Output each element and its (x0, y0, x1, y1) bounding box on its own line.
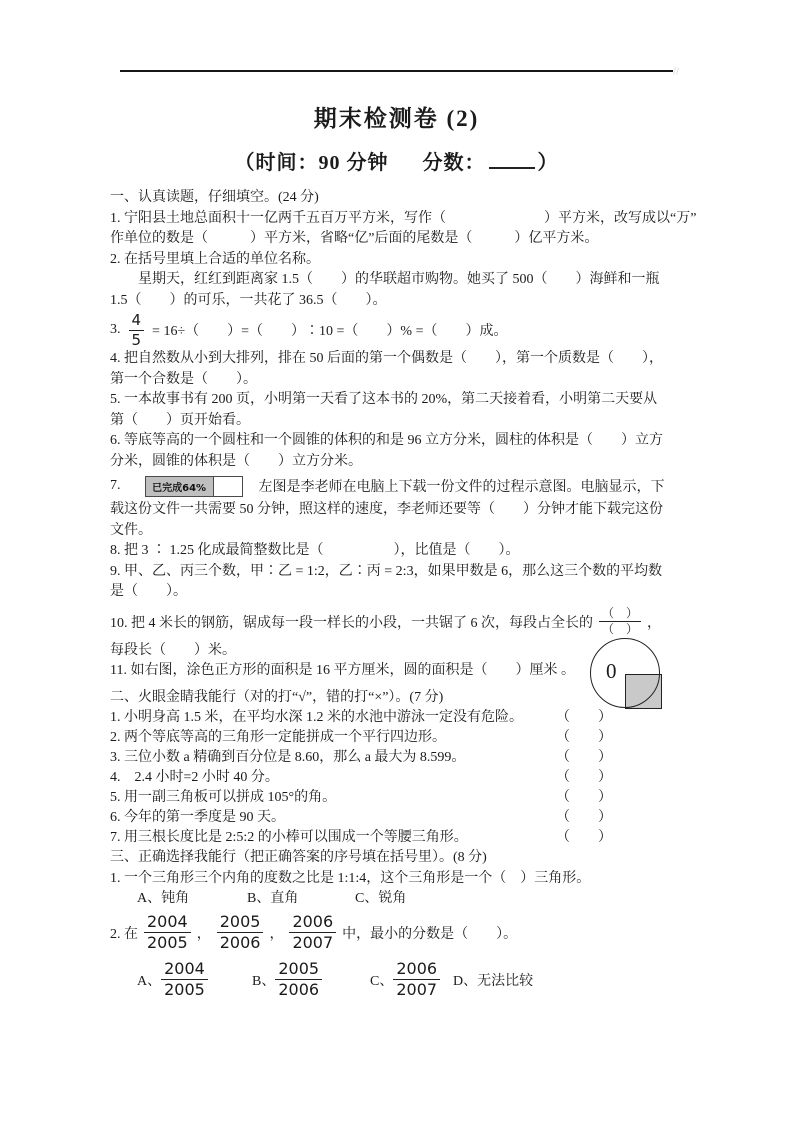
option-b (252, 960, 370, 999)
q11-line: 11. 如右图，涂色正方形的面积是 16 平方厘米，圆的面积是（ ）厘米 。 (110, 663, 575, 678)
section1-heading: 一、认真读题，仔细填空。(24 分) (110, 190, 319, 205)
tf-text: 3. 三位小数 a 精确到百分位是 8.60，那么 a 最大为 8.599。 (110, 750, 466, 765)
fraction-denominator: 2005 (164, 980, 205, 999)
fraction-4-5 (129, 312, 145, 349)
option-b: B、直角 (247, 891, 299, 906)
fraction-numerator: 2004 (144, 913, 191, 933)
q2-line-3: 1.5（ ）的可乐，一共花了 36.5（ ）。 (110, 292, 387, 308)
q8-line: 8. 把 3 ∶ 1.25 化成最简整数比是（ ），比值是（ ）。 (110, 543, 520, 558)
option-c (370, 960, 453, 999)
section2-heading: 二、火眼金睛我能行（对的打“√”，错的打“×”）。(7 分) (110, 689, 444, 705)
section3-heading: 三、正确选择我能行（把正确答案的序号填在括号里）。(8 分) (110, 850, 487, 865)
paper-body (110, 188, 750, 1004)
fraction-2004-2005 (144, 913, 191, 952)
q6-line-1: 6. 等底等高的一个圆柱和一个圆锥的体积的和是 96 立方分米，圆柱的体积是（ ）立方 (110, 433, 663, 448)
answer-parens: （ ） (556, 830, 612, 845)
blank-fraction-denominator: （ ） (602, 622, 639, 636)
q10-line-2: 每段长（ ）米。 (110, 642, 236, 658)
meta-time: 时间：90 分钟 (255, 152, 389, 174)
circle-outline (590, 638, 660, 708)
q2-pre: 2. 在 (110, 926, 138, 942)
q7-text-3: 文件。 (110, 522, 152, 538)
answer-parens: （ ） (556, 710, 612, 725)
separator: ， (196, 926, 211, 942)
top-rule (120, 70, 673, 72)
option-label: B、 (252, 973, 276, 989)
choice-q2-line (110, 910, 750, 956)
fraction-denominator: 5 (131, 330, 142, 349)
tf-item-3 (110, 748, 750, 768)
progress-fill (146, 477, 214, 496)
fraction-numerator: 2006 (289, 913, 336, 933)
score-blank (489, 154, 535, 169)
separator: ， (269, 926, 284, 942)
q4-line-1: 4. 把自然数从小到大排列，排在 50 后面的第一个偶数是（ ），第一个质数是（ ）， (110, 351, 663, 366)
fraction-2005-2006 (275, 960, 322, 999)
fraction-denominator: 2006 (219, 933, 261, 952)
fraction-2006-2007 (393, 960, 440, 999)
tf-item-5 (110, 788, 750, 808)
blank-fraction-numerator: （ ） (599, 607, 641, 622)
fraction-numerator: 2005 (217, 913, 264, 933)
q7-number: 7. (110, 478, 121, 493)
doc-meta (0, 146, 793, 175)
q7-text-2: 载这份文件一共需要 50 分钟，照这样的速度，李老师还要等（ ）分钟才能下载完这份 (110, 502, 663, 517)
fraction-numerator: 2006 (393, 960, 440, 980)
fraction-denominator: 2006 (278, 980, 320, 999)
q2-line-1: 2. 在括号里填上合适的单位名称。 (110, 251, 320, 267)
q7-line (110, 472, 750, 500)
download-progress-bar (145, 476, 243, 497)
tf-item-7 (110, 828, 750, 848)
answer-parens: （ ） (556, 810, 612, 825)
progress-label: 已完成64% (152, 482, 207, 494)
answer-parens: （ ） (556, 730, 612, 745)
q1-line-2: 作单位的数是（ ）平方米，省略“亿”后面的尾数是（ ）亿平方米。 (110, 231, 599, 246)
page-title: 期末检测卷 (2) (313, 106, 480, 131)
fraction-numerator: 4 (129, 312, 145, 331)
circle-square-figure (585, 635, 671, 715)
option-d: D、无法比较 (453, 973, 534, 989)
tf-item-6 (110, 808, 750, 828)
q3-text: = 16÷（ ）=（ ）∶10 =（ ）% =（ ）成。 (152, 324, 508, 339)
q5-line-2: 第（ ）页开始看。 (110, 412, 250, 428)
tf-text: 5. 用一副三角板可以拼成 105°的角。 (110, 790, 337, 805)
q1-line-1: 1. 宁阳县土地总面积十一亿两千五百万平方米，写作（ ）平方米，改写成以“万” (110, 210, 697, 226)
answer-parens: （ ） (556, 790, 612, 805)
blank-fraction (599, 607, 641, 637)
answer-parens: （ ） (556, 750, 612, 765)
meta-close: ） (537, 152, 559, 174)
fraction-denominator: 2007 (292, 933, 334, 952)
q10-comma: ， (647, 615, 662, 631)
option-label: A、 (137, 973, 162, 989)
tf-item-2 (110, 728, 750, 748)
q2-line-2: 星期天，红红到距离家 1.5（ ）的华联超市购物。她买了 500（ ）海鲜和一瓶 (110, 272, 660, 287)
q5-line-1: 5. 一本故事书有 200 页，小明第一天看了这本书的 20%，第二天接着看，小明第二天要从 (110, 392, 658, 407)
choice-q1-options (110, 889, 750, 910)
tf-text: 7. 用三根长度比是 2:5:2 的小棒可以围成一个等腰三角形。 (110, 830, 468, 845)
tf-text: 2. 两个等底等高的三角形一定能拼成一个平行四边形。 (110, 730, 446, 745)
q7-text-1: 左图是李老师在电脑上下载一份文件的过程示意图。电脑显示，下 (258, 480, 665, 495)
circle-center-label: 0 (606, 659, 617, 683)
fraction-denominator: 2007 (396, 980, 438, 999)
fraction-numerator: 2005 (275, 960, 322, 980)
option-c: C、锐角 (355, 891, 407, 906)
option-a: A、钝角 (137, 891, 190, 906)
q4-line-2: 第一个合数是（ ）。 (110, 371, 257, 387)
option-a (137, 960, 252, 999)
meta-open: （ (234, 152, 256, 174)
fraction-2006-2007 (289, 913, 336, 952)
answer-parens: （ ） (556, 770, 612, 785)
q6-line-2: 分米，圆锥的体积是（ ）立方分米。 (110, 453, 362, 469)
q10-text: 10. 把 4 米长的钢筋，锯成每一段一样长的小段，一共锯了 6 次，每段占全长的 (110, 615, 593, 631)
tf-text: 6. 今年的第一季度是 90 天。 (110, 810, 285, 825)
fraction-2005-2006 (217, 913, 264, 952)
fraction-numerator: 2004 (161, 960, 208, 980)
q2-post: 中，最小的分数是（ ）。 (342, 926, 518, 942)
fraction-denominator: 2005 (147, 933, 188, 952)
q3-line (110, 311, 750, 349)
fraction-2004-2005 (161, 960, 208, 999)
tf-text: 1. 小明身高 1.5 米，在平均水深 1.2 米的水池中游泳一定没有危险。 (110, 710, 523, 725)
q9-line-2: 是（ ）。 (110, 584, 187, 599)
option-label: C、 (370, 973, 394, 989)
q3-number: 3. (110, 322, 121, 337)
tf-text: 4. 2.4 小时=2 小时 40 分。 (110, 770, 279, 785)
meta-score-label: 分数： (422, 152, 486, 174)
choice-q2-options (110, 956, 750, 1004)
tf-item-4 (110, 768, 750, 788)
top-rule-tick: // (673, 67, 680, 77)
q9-line-1: 9. 甲、乙、丙三个数，甲∶乙 = 1:2，乙∶丙 = 2:3，如果甲数是 6，那么这三个数的平均数 (110, 563, 663, 579)
choice-q1-line: 1. 一个三角形三个内角的度数之比是 1:1:4，这个三角形是一个（ ）三角形。 (110, 870, 591, 886)
